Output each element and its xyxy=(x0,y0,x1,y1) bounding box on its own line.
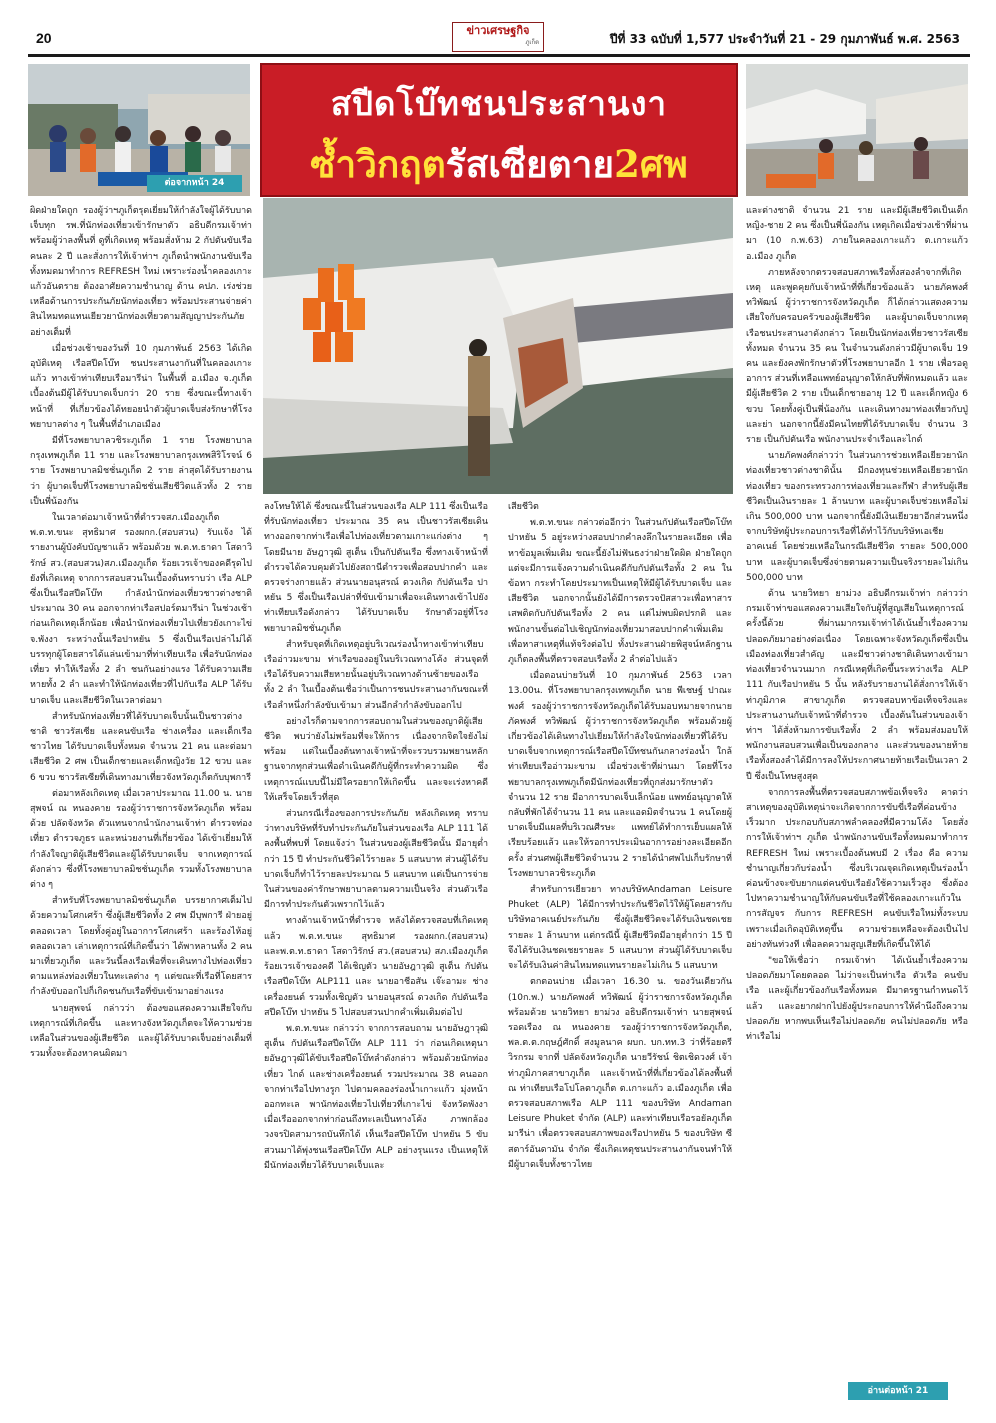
paragraph: ภายหลังจากตรวจสอบสภาพเรือทั้งสองลำจากที่เกิดเหตุ และพูดคุยกับเจ้าหน้าที่ที่เกี่ยวข้องแล้ว นายภัคพงศ์ ทวิพัฒน์ ผู้ว่าราชการจังหวัดภูเก็ต ก็ได้กล่าวแสดงความเสียใจกับครอบครัวของผู้เสียชีวิต และผู้บาดเจ็บจากเหตุเรือชนประสานงาดังกล่าว โดยเป็นนักท่องเที่ยวชาวรัสเซียทั้งหมด จำนวน 35 คน ในจำนวนดังกล่าวมีผู้บาดเจ็บ 19 คน และยังคงพักรักษาตัวที่โรงพยาบาลอีก 1 ราย เพื่อรอดูอาการ ส่วนที่เหลือแพทย์อนุญาตให้กลับที่พักหมดแล้ว และมีผู้เสียชีวิต 2 ราย เป็นเด็กชายอายุ 12 ปี และเด็กหญิง 6 ขวบ โดยทั้งคู่เป็นพี่น้องกัน และเดินทางมาท่องเที่ยวกับปู่และย่า นอกจากนี้ยังมีคนไทยที่ได้รับบาดเจ็บ จำนวน 3 ราย เป็นกัปตันเรือ พนักงานประจำเรือและไกด์ xyxy=(746,267,968,446)
paragraph: ผิดฝ่ายใดถูก รองผู้ว่าฯภูเก็ตรุดเยี่ยมให้กำลังใจผู้ได้รับบาดเจ็บทุก รพ.ที่นักท่องเที่ยวเข้ารักษาตัว อธิบดีกรมเจ้าท่าพร้อมผู้ว่าลงพื้นที่ ดูที่เกิดเหตุ พร้อมสั่งห้าม 2 กัปตันขับเรือคนละ 2 ปี และสั่งการให้เจ้าท่าฯ ภูเก็ตนำพนักงานขับเรือทั้งหมดมาทำการ REFRESH ใหม่ เพราะร่องน้ำคลองเกาะแก้วอันตราย ต้องอาศัยความชำนาญ ด้าน คปภ. เร่งช่วยเหลือด้านการประกันภัยนักท่องเที่ยว พร้อมประสานจ่ายค่าสินไหมทดแทนเยียวยานักท่องเที่ยวตามสัญญาประกันภัยอย่างเต็มที่ xyxy=(30,206,252,338)
headline-box xyxy=(260,63,738,197)
article-column-2 xyxy=(264,500,488,1394)
paragraph: สำหรับการเยียวยา ทางบริษัทAndaman Leisure Phuket (ALP) ได้มีการทำประกันชีวิตไว้ให้ผู้โดยสารกับ บริษัทอาคเนย์ประกันภัย ซึ่งผู้เสียชีวิตจะได้รับเงินชดเชยรายละ 1 ล้านบาท แต่กรณีนี้ ผู้เสียชีวิตมีอายุต่ำกว่า 15 ปี จึงได้รับเงินชดเชยรายละ 5 แสนบาท ส่วนผู้ได้รับบาดเจ็บจะได้รับเงินค่าสินไหมทดแทนรายละไม่เกิน 5 แสนบาท xyxy=(508,885,732,972)
photo-damaged-boats xyxy=(263,198,733,494)
paragraph: ต่อมาหลังเกิดเหตุ เมื่อเวลาประมาณ 11.00 น. นายสุพจน์ ณ หนองคาย รองผู้ว่าราชการจังหวัดภูเก็ต พร้อมด้วย ปลัดจังหวัด ตัวแทนจากนำนักงานเจ้าท่า ตำรวจท่องเที่ยว ตำรวจภูธร และหน่วยงานที่เกี่ยวข้อง ได้เข้าเยี่ยมให้กำลังใจญาติผู้เสียชีวิตและผู้ได้รับบาดเจ็บ จากเหตุการณ์ดังกล่าว ซึ่งที่โรงพยาบาลมิชชั่นภูเก็ต รวมทั้งโรงพยาบาลต่าง ๆ xyxy=(30,788,252,890)
paragraph: และต่างชาติ จำนวน 21 ราย และมีผู้เสียชีวิตเป็นเด็กหญิง-ชาย 2 คน ซึ่งเป็นพี่น้องกัน เหตุเกิดเมื่อช่วงเช้าที่ผ่านมา (10 ก.พ.63) ภายในคลองเกาะแก้ว ต.เกาะแก้ว อ.เมือง ภูเก็ต xyxy=(746,206,968,262)
paragraph: ลงโทษให้ได้ ซึ่งขณะนี้ในส่วนของเรือ ALP 111 ซึ่งเป็นเรือที่รับนักท่องเที่ยว ประมาณ 35 คน เป็นชาวรัสเซียเดินทางออกจากท่าเรือเพื่อไปท่องเที่ยวตามเกาะแก่งต่าง ๆ โดยมีนาย อัษฎาวุฒิ สูเต็น เป็นกัปตันเรือ ซึ่งทางเจ้าหน้าที่ตำรวจได้ควบคุมตัวไปยังสถานีตำรวจเพื่อสอบปากคำ และตรวจร่างกายแล้ว ส่วนนายอนุสรณ์ ดวงเกิด กัปตันเรือ ปาหยัน 5 ซึ่งเป็นเรือเปล่าที่ขับเข้ามาเพื่อจะเดินทางเข้าไปยังท่าเทียบเรือดังกล่าว ได้รับบาดเจ็บ รักษาตัวอยู่ที่โรงพยาบาลมิชชั่นภูเก็ต xyxy=(264,502,488,634)
article-column-3 xyxy=(508,500,732,1394)
photo-boatyard xyxy=(746,64,968,196)
paragraph: ในเวลาต่อมาเจ้าหน้าที่ตำรวจสภ.เมืองภูเก็ต พ.ต.ท.ขนะ สุทธิมาศ รองผกก.(สอบสวน) รับแจ้ง ได้รายงานผู้บังคับบัญชาแล้ว พร้อมด้วย พ.ต.ท.ธาดา โสดาวิรักษ์ สว.(สอบสวน)สภ.เมืองภูเก็ต ร้อยเวรเจ้าของคดีรุดไปยังที่เกิดเหตุ จากการสอบสวนในเบื้องต้นทราบว่า เรือ ALP ซึ่งเป็นเรือสปีดโบ๊ท กำลังนำนักท่องเที่ยวชาวต่างชาติ ประมาณ 30 คน ออกจากท่าเรือสปอร์ตมารีน่า ในช่วงเช้าก่อนเกิดเหตุเล็กน้อย เพื่อนำนักท่องเที่ยวไปเที่ยวยังเกาะไข่ จ.พังงา ระหว่างนั้นเรือปาหยัน 5 ซึ่งเป็นเรือเปล่าไม่ได้บรรทุกผู้โดยสารได้แล่นเข้ามาที่ท่าเทียบเรือ เพื่อรับนักท่องเที่ยว ทำให้เรือทั้ง 2 ลำ ชนกันอย่างแรง ได้รับความเสียหายทั้ง 2 ลำ และทำให้นักท่องเที่ยวที่ไปกับเรือ ALP ได้รับบาดเจ็บ และเสียชีวิตในเวลาต่อมา xyxy=(30,513,252,706)
paragraph: อย่างไรก็ตามจากการสอบถามในส่วนของญาติผู้เสียชีวิต พบว่ายังไม่พร้อมที่จะให้การ เนื่องจากจิตใจยังไม่พร้อม แต่ในเบื้องต้นทางเจ้าหน้าที่จะรวบรวมพยานหลักฐานจากทุกส่วนเพื่อดำเนินคดีกับผู้ที่กระทำความผิด ซึ่งเหตุการณ์แบบนี้ไม่มีใครอยากให้เกิดขึ้น และจะเร่งหาคดีให้เสร็จโดยเร็วที่สุด xyxy=(264,716,488,803)
paragraph: มีที่โรงพยาบาลวชิระภูเก็ต 1 ราย โรงพยาบาลกรุงเทพภูเก็ต 11 ราย และโรงพยาบาลกรุงเทพสิริโรจน์ 6 ราย โรงพยาบาลมิชชั่นภูเก็ต 2 ราย ล่าสุดได้รับรายงานว่า ผู้บาดเจ็บที่โรงพยาบาลมิชชั่นเสียชีวิตแล้วทั้ง 2 ราย เป็นพี่น้องกัน xyxy=(30,436,252,507)
continued-to-badge[interactable]: อ่านต่อหน้า 21 xyxy=(848,1382,948,1400)
newspaper-logo xyxy=(452,22,544,52)
paragraph: "ขอให้เชื่อว่า กรมเจ้าท่า ได้เน้นย้ำเรื่องความปลอดภัยมาโดยตลอด ไม่ว่าจะเป็นท่าเรือ ตัวเรือ คนขับเรือ และผู้เกี่ยวข้องกับเรือทั้งหมด มีมาตรฐานกำหนดไว้แล้ว และอยากฝากไปยังผู้ประกอบการให้คำนึงถึงความปลอดภัย หากพบเห็นเรือไม่ปลอดภัย คนไม่ปลอดภัย หรือท่าเรือไม่ xyxy=(746,955,968,1042)
headline-line2-yellow-2: 2ศพ xyxy=(614,142,688,186)
headline-line2-white: รัสเซียตาย xyxy=(445,142,615,186)
paragraph: ด้าน นายวิทยา ยาม่วง อธิบดีกรมเจ้าท่า กล่าวว่า กรมเจ้าท่าขอแสดงความเสียใจกับผู้ที่สูญเสียในเหตุการณ์ครั้งนี้ด้วย ที่ผ่านมากรมเจ้าท่าได้เน้นย้ำเรื่องความปลอดภัยมาอย่างต่อเนื่อง โดยเฉพาะจังหวัดภูเก็ตซึ่งเป็นเมืองท่องเที่ยวสำคัญ และมีชาวต่างชาติเดินทางเข้ามาท่องเที่ยวจำนวนมาก กรณีเหตุที่เกิดขึ้นระหว่างเรือ ALP 111 กับเรือปาหยัน 5 นั้น หลังรับรายงานได้สั่งการให้เจ้าท่าภูมิภาค สาขาภูเก็ต ตรวจสอบหาข้อเท็จจริงและประสานงานกับเจ้าหน้าที่ตำรวจ เบื้องต้นในส่วนของเจ้าท่าฯ ได้สั่งห้ามการขับเรือทั้ง 2 ลำ พร้อมส่งมอบให้พนักงานสอบสวนเพื่อเป็นของกลาง และส่วนของนายท้ายเรือทั้งสองลำได้มีการลงให้ประกาศนายท้ายเรือเป็นเวลา 2 ปี ซึ่งเป็นโทษสูงสุด xyxy=(746,589,968,782)
logo-subtitle: ภูเก็ต xyxy=(525,39,539,46)
page-number: 20 xyxy=(36,30,52,46)
paragraph: พ.ต.ท.ขนะ กล่าวว่า จากการสอบถาม นายอัษฎาวุฒิ สูเต็น กัปตันเรือสปีดโบ๊ท ALP 111 ว่า ก่อนเกิดเหตุนายอัษฎาวุฒิได้ขับเรือสปีดโบ๊ทลำดังกล่าว พร้อมด้วยนักท่องเที่ยว ไกด์ และช่างเครื่องยนต์ รวมประมาณ 38 คนออกจากท่าเรือไปทางรูก ไปตามคลองร่องน้ำเกาะแก้ว มุ่งหน้าออกทะเล พานักท่องเที่ยวไปเที่ยวที่เกาะไข่ จังหวัดพังงา เมื่อเรือออกจากท่าก่อนถึงทะเลเป็นทางโค้ง ภาพกล้องวงจรปิดสามารถบันทึกได้ เห็นเรือสปีดโบ๊ท ปาหยัน 5 ขับสวนมาได้พุ่งชนเรือสปีดโบ๊ท ALP อย่างรุนแรง เป็นเหตุให้มีนักท่องเที่ยวได้รับบาดเจ็บและ xyxy=(264,1023,488,1171)
paragraph: ตกตอนบ่าย เมื่อเวลา 16.30 น. ของวันเดียวกัน (10ก.พ.) นายภัคพงศ์ ทวิพัฒน์ ผู้ว่าราชการจังหวัดภูเก็ต พร้อมด้วย นายวิทยา ยาม่วง อธิบดีกรมเจ้าท่า นายสุพจน์ รอดเรือง ณ หนองคาย รองผู้ว่าราชการจังหวัดภูเก็ต, พล.ต.ต.กฤษฎ์ศักดิ์ สงมูลนาค ผบก. บก.ทท.3 ว่าที่ร้อยตรีวิรกรม จากที่ ปลัดจังหวัดภูเก็ต นายวีรัชน์ ชิตเชิดวงศ์ เจ้าท่าภูมิภาคสาขาภูเก็ต และเจ้าหน้าที่ที่เกี่ยวข้องได้ลงพื้นที่ ณ ท่าเทียบเรือโปโลตาภูเก็ต ต.เกาะแก้ว อ.เมืองภูเก็ต เพื่อตรวจสอบสภาพเรือ ALP 111 ของบริษัท Andaman Leisure Phuket จำกัด (ALP) และท่าเทียบเรือรอยัลภูเก็ต มารีน่า เพื่อตรวจสอบสภาพของเรือปาหยัน 5 ของบริษัท ซีสตาร์อันดามัน จำกัด ซึ่งเกิดเหตุชนประสานงากันจนทำให้มีผู้บาดเจ็บทั้งชาวไทย xyxy=(508,977,732,1170)
paragraph: ทางด้านเจ้าหน้าที่ตำรวจ หลังได้ตรวจสอบที่เกิดเหตุแล้ว พ.ต.ท.ขนะ สุทธิมาศ รองผกก.(สอบสวน) และพ.ต.ท.ธาดา โสดาวิรักษ์ สว.(สอบสวน) สภ.เมืองภูเก็ต ร้อยเวรเจ้าของคดี ได้เชิญตัว นายอัษฎาวุฒิ สูเต็น กัปตันเรือสปีดโบ๊ท ALP111 และ นายอาชีอสัน เจ๊ะอามะ ช่างเครื่องยนต์ รวมทั้งเชิญตัว นายอนุสรณ์ ดวงเกิด กัปตันเรือสปีดโบ๊ท ปาหยัน 5 ไปสอบสวนปากคำเพิ่มเติมต่อไป xyxy=(264,916,488,1018)
paragraph: เสียชีวิต xyxy=(508,502,539,512)
headline-line1: สปีดโบ๊ทชนประสานงา xyxy=(330,84,668,123)
paragraph: สำหรับจุดที่เกิดเหตุอยู่บริเวณร่องน้ำทางเข้าท่าเทียบเรืออ่าวมะขาม ท่าเรือของอยู่ในบริเวณทางโค้ง ส่วนจุดที่เรือได้รับความเสียหายนั้นอยู่บริเวณทางด้านซ้ายของเรือทั้ง 2 ลำ ในเบื้องต้นเชื่อว่าเป็นการชนประสานงากันขณะที่เรือลำหนึ่งกำลังขับเข้ามา ส่วนอีกลำกำลังขับออกไป xyxy=(264,639,488,711)
paragraph: พ.ต.ท.ขนะ กล่าวต่ออีกว่า ในส่วนกัปตันเรือสปีดโบ๊ท ปาหยัน 5 อยู่ระหว่างสอบปากคำลงลึกในรายละเอียด เพื่อหาข้อมูลเพิ่มเติม ขณะนี้ยังไม่ฟันธงว่าฝ่ายใดผิด ฝ่ายใดถูก แต่จะมีการแจ้งความดำเนินคดีกับกัปตันเรือทั้ง 2 คน ในข้อหา กระทำโดยประมาทเป็นเหตุให้มีผู้ได้รับบาดเจ็บ และเสียชีวิต นอกจากนั้นยังได้มีการตรวจปัสสาวะเพื่อหาสารเสพติดกับกัปตันเรือทั้ง 2 คน แต่ไม่พบผิดปรกติ และพนักงานขั้นต่อไปเชิญนักท่องเที่ยวมาสอบปากคำเพิ่มเติม เพื่อหาสาเหตุที่แท้จริงต่อไป ทั้งประสานฝ่ายพิสูจน์หลักฐานภูเก็ตลงพื้นที่ตรวจสอบเรือทั้ง 2 ลำต่อไปแล้ว xyxy=(508,518,732,666)
paragraph: สำหรับที่โรงพยาบาลมิชชั่นภูเก็ต บรรยากาศเต็มไปด้วยความโศกเศร้า ซึ่งผู้เสียชีวิตทั้ง 2 ศพ มีบุพการี ฝ่ายอยู่ตลอดเวลา โดยทั้งคู่อยู่ในอาการโศกเศร้า และร้องไห้อยู่ตลอดเวลา เล่าเหตุการณ์ที่เกิดขึ้นว่า ได้พาหลานทั้ง 2 คน มาเที่ยวภูเก็ต และวันนี้ลงเรือเพื่อที่จะเดินทางไปท่องเที่ยวตามแหล่งท่องเที่ยวในทะเลต่าง ๆ แต่ขณะที่เรือที่โดยสารกำลังขับออกไปก็เกิดชนกับเรือที่ขับเข้ามาอย่างแรง xyxy=(30,896,252,998)
paragraph: เมื่อตอนบ่ายวันที่ 10 กุมภาพันธ์ 2563 เวลา 13.00น. ที่โรงพยาบาลกรุงเทพภูเก็ต นาย พีเชษฐ์ ปาณะพงศ์ รองผู้ว่าราชการจังหวัดภูเก็ตได้รับมอบหมายจากนาย ภัคพงศ์ ทวิพัฒน์ ผู้ว่าราชการจังหวัดภูเก็ต พร้อมด้วยผู้เกี่ยวข้องได้เดินทางไปเยี่ยมให้กำลังใจนักท่องเที่ยวที่ได้รับบาดเจ็บจากเหตุการณ์เรือสปีดโบ๊ทชนกันกลางร่องน้ำ ใกล้ท่าเทียบเรืออ่าวมะขาม เมื่อช่วงเช้าที่ผ่านมา โดยที่โรงพยาบาลกรุงเทพภูเก็ตมีนักท่องเที่ยวที่ถูกส่งมารักษาตัวจำนวน 12 ราย มีอาการบาดเจ็บเล็กน้อย แพทย์อนุญาตให้กลับที่พักได้จำนวน 11 คน และแอดมิตจำนวน 1 คนโดยผู้บาดเจ็บมีแผลที่บริเวณศีรษะ แพทย์ได้ทำการเย็บแผลให้เรียบร้อยแล้ว และให้รอการประเมินอาการอย่างละเอียดอีกครั้ง ส่วนศพผู้เสียชีวิตจำนวน 2 รายได้นำศพไปเก็บรักษาที่โรงพยาบาลวชิระภูเก็ต xyxy=(508,671,732,879)
paragraph: นายสุพจน์ กล่าวว่า ต้องขอแสดงความเสียใจกับเหตุการณ์ที่เกิดขึ้น และทางจังหวัดภูเก็ตจะให้ความช่วยเหลือในส่วนของผู้เสียชีวิต และผู้ได้รับบาดเจ็บอย่างเต็มที่ รวมทั้งจะต้องหาคนผิดมา xyxy=(30,1003,252,1060)
paragraph: สำหรับนักท่องเที่ยวที่ได้รับบาดเจ็บนั้นเป็นชาวต่างชาติ ชาวรัสเซีย และคนขับเรือ ช่างเครื่อง และเด็กเรือชาวไทย ได้รับบาดเจ็บทั้งหมด จำนวน 21 คน และต่อมาเสียชีวิต 2 ศพ เป็นเด็กชายและเด็กหญิงวัย 12 ขวบ และ 6 ขวบ ชาวรัสเซียที่เดินทางมาเที่ยวจังหวัดภูเก็ตกับบุพการี xyxy=(30,711,252,783)
logo-title: ข่าวเศรษฐกิจ xyxy=(466,24,530,37)
header-rule xyxy=(28,54,970,57)
headline-line2-yellow: ซ้ำวิกฤต xyxy=(310,142,446,186)
article-column-4 xyxy=(746,204,968,1380)
paragraph: ส่วนกรณีเรื่องของการประกันภัย หลังเกิดเหตุ ทราบว่าทางบริษัทที่รับทำประกันภัยในส่วนของเรือ ALP 111 ได้ลงพื้นที่พบที่ โดยแจ้งว่า ในส่วนของผู้เสียชีวิตนั้น มีอายุต่ำกว่า 15 ปี ทำประกันชีวิตไว้รายละ 5 แสนบาท ส่วนผู้ได้รับบาดเจ็บก็ทำไว้รายละประมาณ 5 แสนบาท แต่เป็นการจ่ายในส่วนของค่ารักษาพยาบาลตามความเป็นจริง ส่วนตัวเรือมีการทำประกันตัวเพรากไว้แล้ว xyxy=(264,809,488,911)
article-column-1 xyxy=(30,204,252,1394)
issue-line: ปีที่ 33 ฉบับที่ 1,577 ประจำวันที่ 21 - 29 กุมภาพันธ์ พ.ศ. 2563 xyxy=(609,32,960,46)
headline-line2 xyxy=(262,135,736,194)
paragraph: จากการลงพื้นที่ตรวจสอบสภาพข้อเท็จจริง คาดว่า สาเหตุของอุบัติเหตุน่าจะเกิดจากการขับขี่เรือที่ค่อนข้างเร็วมาก ประกอบกับสภาพลำคลองที่มีความโค้ง โดยสั่งการให้เจ้าท่าฯ ภูเก็ต นำพนักงานขับเรือทั้งหมดมาทำการ REFRESH ใหม่ เพราะเบื้องต้นพบมี 2 เรื่อง คือ ความชำนาญเกี่ยวกับร่องน้ำ ซึ่งบริเวณจุดเกิดเหตุเป็นร่องน้ำ ค่อนข้างจะขับยากแต่คนขับเรือยังใช้ความเร็วสูง ซึ่งต้องไปหาความชำนาญให้กับคนขับเรือที่ใช้คลองเกาะแก้วในการสัญจร กับการ REFRESH คนขับเรือใหม่ทั้งระบบ เพราะเมื่อเกิดอุบัติเหตุขึ้น ความช่วยเหลือจะต้องเป็นไปอย่างทันท่วงที เพื่อลดความสูญเสียที่เกิดขึ้นให้ได้ xyxy=(746,787,968,950)
paragraph: นายภัคพงศ์กล่าวว่า ในส่วนการช่วยเหลือเยียวยานักท่องเที่ยวชาวต่างชาตินั้น มีกองทุนช่วยเหลือเยียวยานักท่องเที่ยว ของกระทรวงการท่องเที่ยวและกีฬา สำหรับผู้เสียชีวิตเป็นเงินรายละ 1 ล้านบาท และผู้บาดเจ็บช่วยเหลือไม่เกิน 500,000 บาท นอกจากนี้ยังมีเงินเยียวยาอีกส่วนหนึ่งจากบริษัทผู้ประกอบการเรือที่ได้ทำไว้กับบริษัทเอเชียอาคเนย์ โดยช่วยเหลือในกรณีเสียชีวิต รายละ 500,000 บาท และผู้บาดเจ็บซึ่งจ่ายตามความเป็นจริงรายละไม่เกิน 500,000 บาท xyxy=(746,451,968,583)
paragraph: เมื่อช่วงเช้าของวันที่ 10 กุมภาพันธ์ 2563 ได้เกิดอุบัติเหตุ เรือสปีดโบ๊ท ชนประสานงากันที่ในคลองเกาะแก้ว ทางเข้าท่าเทียบเรือมารีน่า ในพื้นที่ อ.เมือง จ.ภูเก็ต เบื้องต้นมีผู้ได้รับบาดเจ็บกว่า 20 ราย ซึ่งขณะนี้ทางเจ้าหน้าที่ ที่เกี่ยวข้องได้ทยอยนำตัวผู้บาดเจ็บส่งรักษาที่โรงพยาบาลต่าง ๆ ในพื้นที่อำเภอเมือง xyxy=(30,343,252,430)
continued-from-badge: ต่อจากหน้า 24 xyxy=(147,175,242,192)
